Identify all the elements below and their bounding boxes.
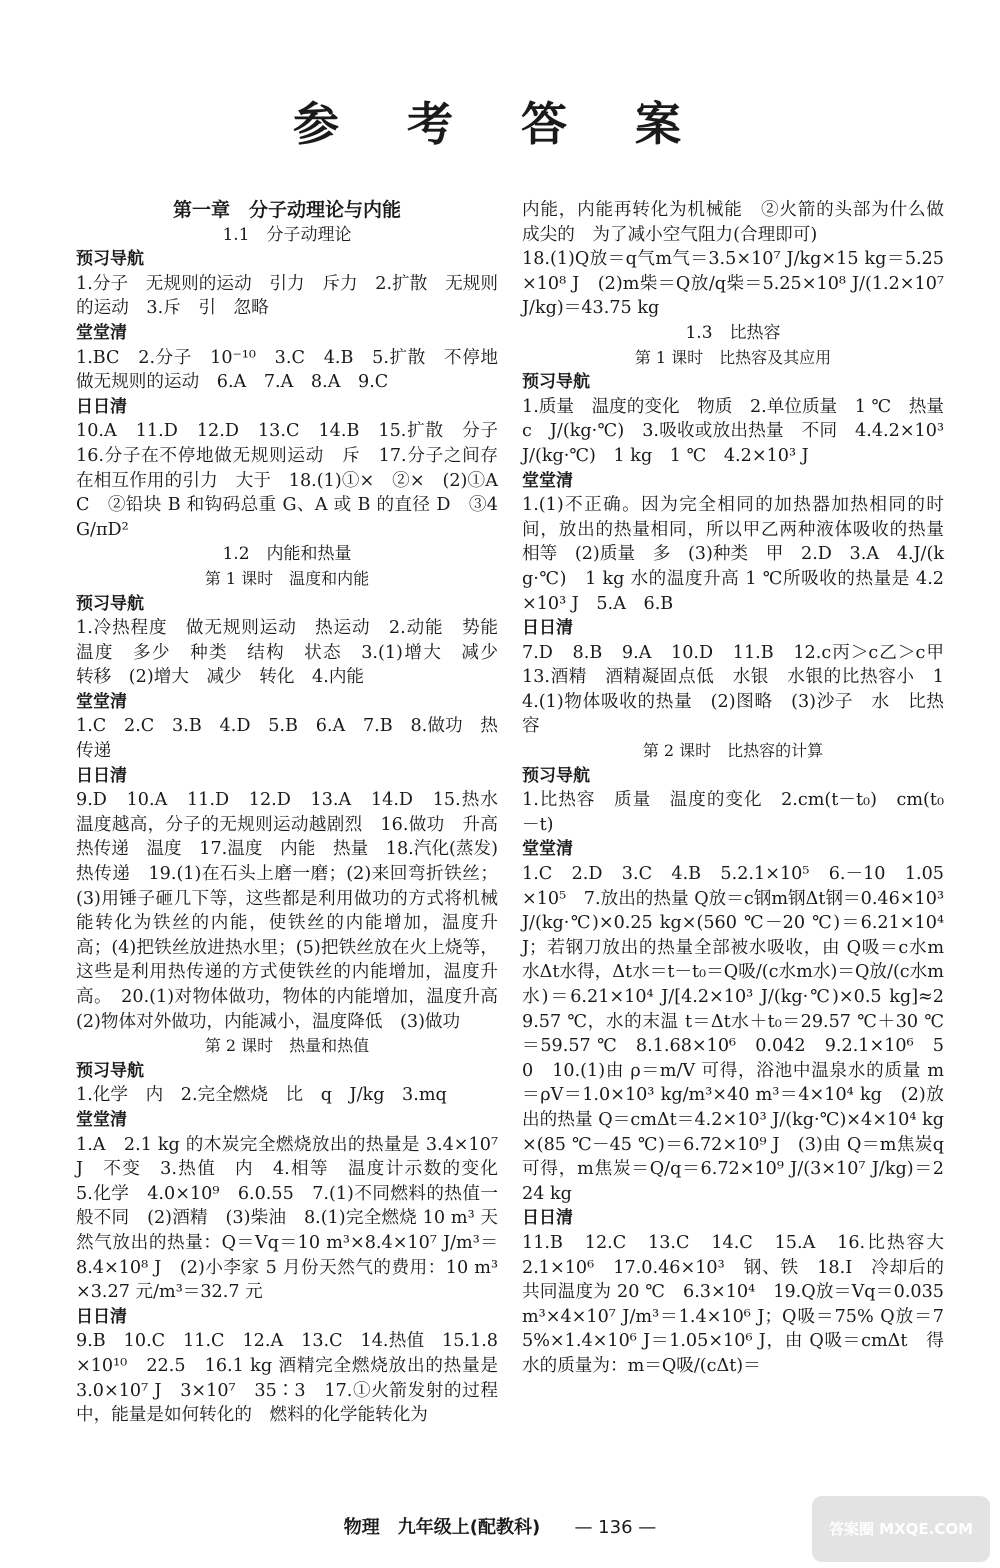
lesson-heading: 第 1 课时 温度和内能 [204, 568, 370, 588]
answer-column-left [76, 198, 516, 1428]
answer-paragraph: 11.B 12.C 13.C 14.C 15.A 16.比热容大 2.1×10⁶ 17.0.46×10³ 钢、铁 18.I 冷却后的共同温度为 20 ℃ 6.3×10⁴ 19.Q放＝Vq＝0.035 m³×4×10⁷ J/m³＝1.4×10⁶ J；Q吸＝75% Q放＝75%×1.4×10⁶ J＝1.05×10⁶ J，由 Q吸＝cmΔt 得水的质量为：m＝Q吸/(cΔt)＝ [522, 1232, 962, 1376]
page-number: — 136 — [574, 1517, 657, 1538]
answer-paragraph: 1.比热容 质量 温度的变化 2.cm(t－t₀) cm(t₀－t) [522, 790, 944, 835]
subsection-heading: 预习导航 [522, 765, 590, 786]
subsection-heading: 堂堂清 [522, 470, 573, 491]
chapter-heading: 第一章 分子动理论与内能 [172, 199, 401, 221]
subsection-heading: 日日清 [76, 1306, 127, 1327]
section-heading: 1.2 内能和热量 [222, 544, 352, 565]
answer-paragraph: 1.冷热程度 做无规则运动 热运动 2.动能 势能 温度 多少 种类 结构 状态 3.(1)增大 减少 转移 (2)增大 减少 转化 4.内能 [76, 618, 516, 688]
footer-subject: 物理 九年级上(配教科) [343, 1517, 541, 1538]
answer-paragraph: 7.D 8.B 9.A 10.D 11.B 12.c丙＞c乙＞c甲 13.酒精 酒精凝固点低 水银 水银的比热容小 14.(1)物体吸收的热量 (2)图略 (3)沙子 水 比热容 [522, 642, 962, 737]
answer-column-right [522, 198, 962, 1379]
subsection-heading: 日日清 [522, 1208, 573, 1229]
answer-paragraph: 9.D 10.A 11.D 12.D 13.A 14.D 15.热水温度越高，分子的无规则运动越剧烈 16.做功 升高 热传递 温度 17.温度 内能 热量 18.汽化(蒸发) 热传递 19.(1)在石头上磨一磨；(2)来回弯折铁丝；(3)用锤子砸几下等，这些都是利用做功的方式将机械能转化为铁丝的内能，使铁丝的内能增加，温度升高；(4)把铁丝放进热水里；(5)把铁丝放在火上烧等，这些是利用热传递的方式使铁丝的内能增加，温度升高。 20.(1)对物体做功，物体的内能增加，温度升高 (2)物体对外做功，内能减小，温度降低 (3)做功 [76, 790, 516, 1032]
answer-paragraph: 10.A 11.D 12.D 13.C 14.B 15.扩散 分子 16.分子在不停地做无规则运动 斥 17.分子之间存在相互作用的引力 大于 18.(1)①× ②× (2)①AC ②铅块 B 和钩码总重 G、A 或 B 的直径 D ③4G/πD² [76, 421, 516, 540]
subsection-heading: 日日清 [522, 618, 573, 639]
page-title: 参 考 答 案 [292, 97, 708, 151]
subsection-heading: 预习导航 [76, 593, 144, 614]
subsection-heading: 堂堂清 [522, 839, 573, 860]
subsection-heading: 堂堂清 [76, 322, 127, 343]
subsection-heading: 堂堂清 [76, 1109, 127, 1130]
answer-paragraph: 18.(1)Q放＝q气m气＝3.5×10⁷ J/kg×15 kg＝5.25×10⁸ J (2)m柴＝Q放/q柴＝5.25×10⁸ J/(1.2×10⁷ J/kg)＝43.75 kg [522, 249, 944, 319]
lesson-heading: 第 1 课时 比热容及其应用 [634, 347, 832, 367]
subsection-heading: 预习导航 [76, 249, 144, 270]
subsection-heading: 日日清 [76, 396, 127, 417]
answer-paragraph: 1.A 2.1 kg 的木炭完全燃烧放出的热量是 3.4×10⁷ J 不变 3.热值 内 4.相等 温度计示数的变化 5.化学 4.0×10⁹ 6.0.55 7.(1)不同燃料的热值一般不同 (2)酒精 (3)柴油 8.(1)完全燃烧 10 m³ 天然气放出的热量：Q＝Vq＝10 m³×8.4×10⁷ J/m³＝8.4×10⁸ J (2)小李家 5 月份天然气的费用：10 m³×3.27 元/m³＝32.7 元 [76, 1134, 516, 1303]
subsection-heading: 日日清 [76, 765, 127, 786]
answer-paragraph: 1.分子 无规则的运动 引力 斥力 2.扩散 无规则的运动 3.斥 引 忽略 [76, 273, 498, 319]
subsection-heading: 预习导航 [522, 372, 590, 393]
subsection-heading: 预习导航 [76, 1060, 144, 1081]
lesson-heading: 第 2 课时 热量和热值 [204, 1036, 370, 1056]
section-heading: 1.1 分子动理论 [222, 224, 352, 245]
answer-paragraph: 1.C 2.C 3.B 4.D 5.B 6.A 7.B 8.做功 热传递 [76, 716, 498, 762]
watermark-logo: 答案圈 MXQE.COM [812, 1496, 990, 1562]
answer-paragraph: 9.B 10.C 11.C 12.A 13.C 14.热值 15.1.8×10¹⁰ 22.5 16.1 kg 酒精完全燃烧放出的热量是 3.0×10⁷ J 3×10⁷ 35∶3 17.①火箭发射的过程中，能量是如何转化的 燃料的化学能转化为 [76, 1331, 498, 1426]
lesson-heading: 第 2 课时 比热容的计算 [642, 741, 824, 761]
answer-paragraph: 1.BC 2.分子 10⁻¹⁰ 3.C 4.B 5.扩散 不停地做无规则的运动 6.A 7.A 8.A 9.C [76, 347, 498, 393]
section-heading: 1.3 比热容 [685, 322, 781, 343]
answer-paragraph: 1.质量 温度的变化 物质 2.单位质量 1 ℃ 热量 c J/(kg·℃) 3.吸收或放出热量 不同 4.4.2×10³ J/(kg·℃) 1 kg 1 ℃ 4.2×10³ J [522, 396, 962, 466]
answer-paragraph: 1.(1)不正确。因为完全相同的加热器加热相同的时间，放出的热量相同，所以甲乙两种液体吸收的热量相等 (2)质量 多 (3)种类 甲 2.D 3.A 4.J/(kg·℃) 1 kg 水的温度升高 1 ℃所吸收的热量是 4.2×10³ J 5.A 6.B [522, 495, 944, 614]
answer-paragraph: 内能，内能再转化为机械能 ②火箭的头部为什么做成尖的 为了减小空气阻力(合理即可) [522, 200, 944, 245]
answer-paragraph: 1.C 2.D 3.C 4.B 5.2.1×10⁵ 6.－10 1.05×10⁵ 7.放出的热量 Q放＝c钢m钢Δt钢＝0.46×10³ J/(kg·℃)×0.25 kg×(560 ℃－20 ℃)＝6.21×10⁴ J；若钢刀放出的热量全部被水吸收，由 Q吸＝c水m水Δt水得，Δt水＝t－t₀＝Q吸/(c水m水)＝Q放/(c水m水)＝6.21×10⁴ J/[4.2×10³ J/(kg·℃)×0.5 kg]≈29.57 ℃，水的末温 t＝Δt水＋t₀＝29.57 ℃＋30 ℃＝59.57 ℃ 8.1.68×10⁶ 0.042 9.2.1×10⁶ 50 10.(1)由 ρ＝m/V 可得，浴池中温泉水的质量 m＝ρV＝1.0×10³ kg/m³×40 m³＝4×10⁴ kg (2)放出的热量 Q＝cmΔt＝4.2×10³ J/(kg·℃)×4×10⁴ kg×(85 ℃－45 ℃)＝6.72×10⁹ J (3)由 Q＝m焦炭q 可得，m焦炭＝Q/q＝6.72×10⁹ J/(3×10⁷ J/kg)＝224 kg [522, 864, 944, 1204]
answer-paragraph: 1.化学 内 2.完全燃烧 比 q J/kg 3.mq [76, 1085, 447, 1106]
subsection-heading: 堂堂清 [76, 691, 127, 712]
